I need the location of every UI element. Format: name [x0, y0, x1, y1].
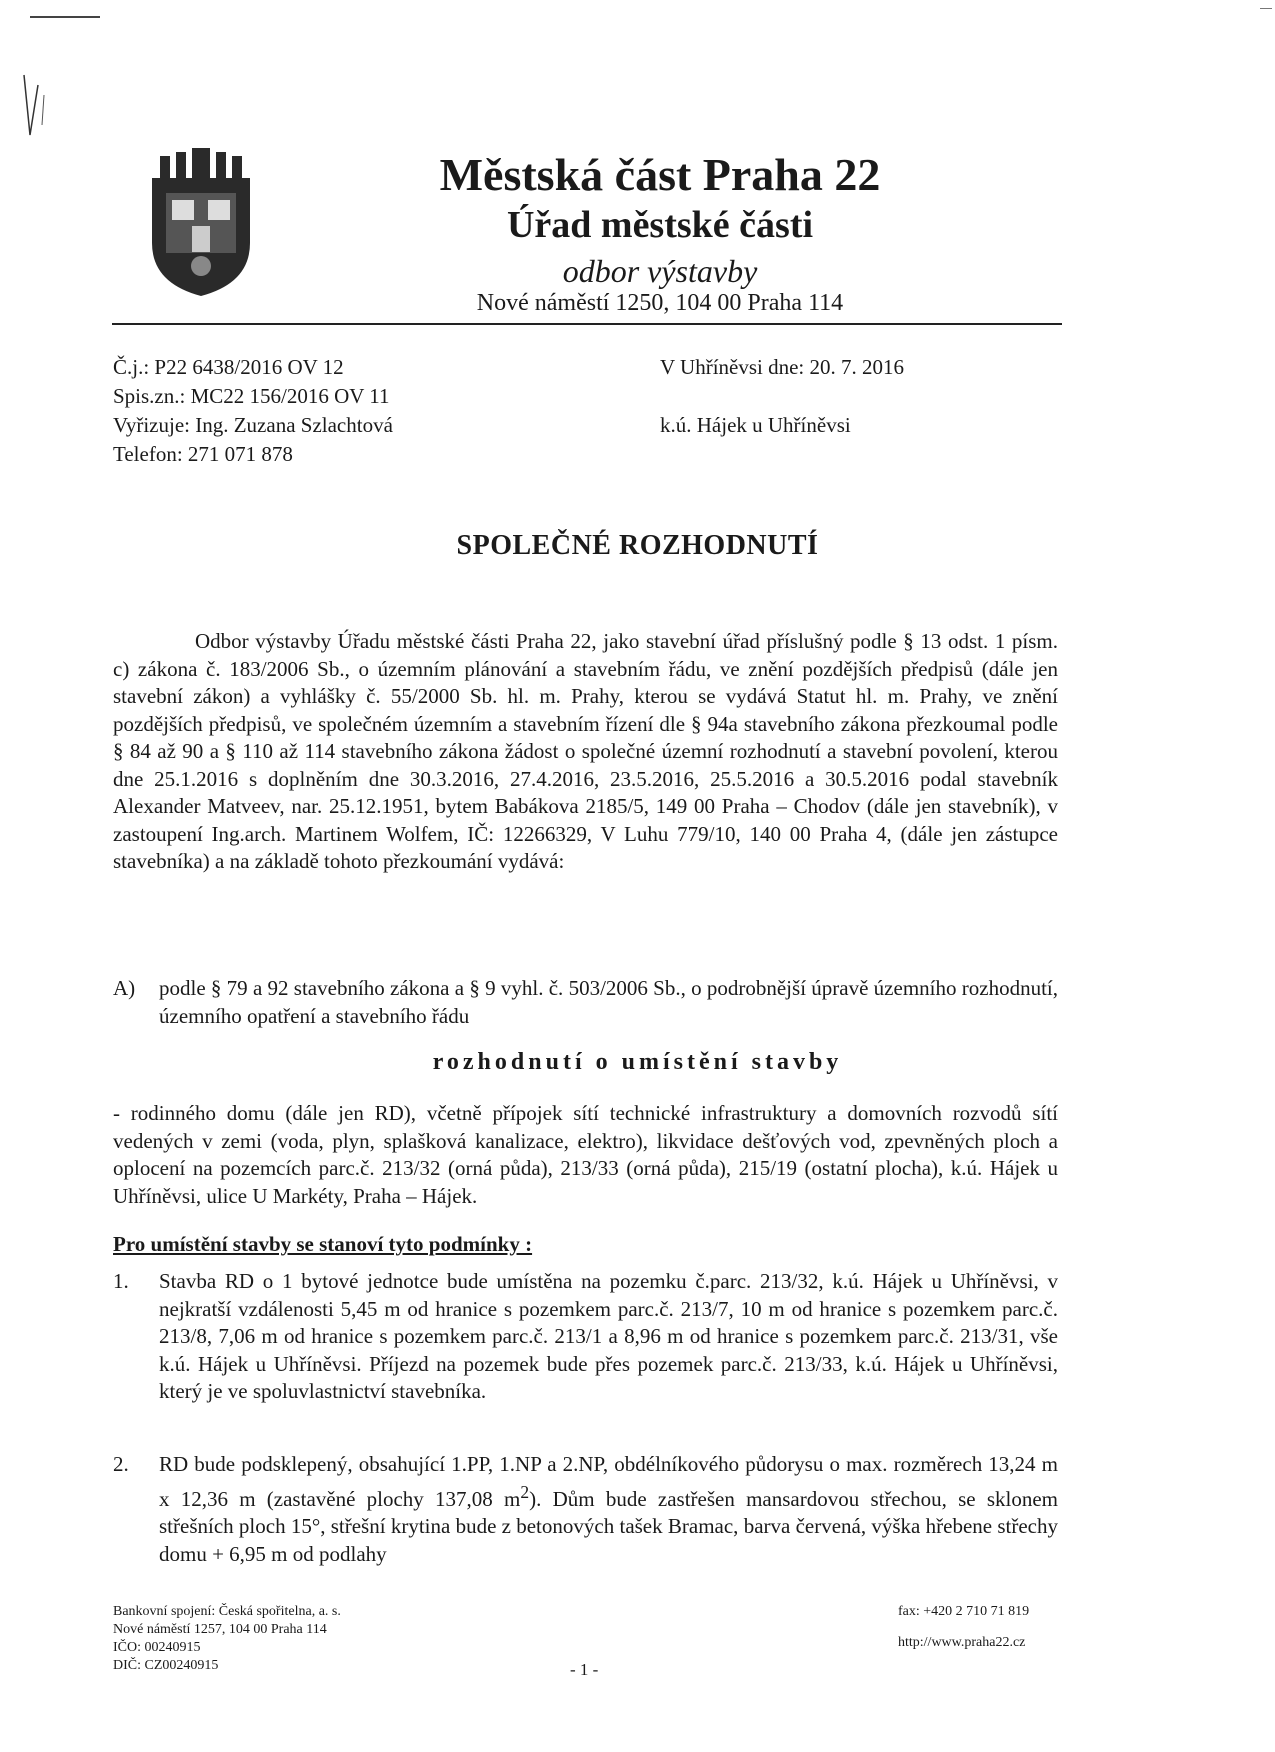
- footer-contact: [898, 1603, 1029, 1652]
- intro-paragraph: Odbor výstavby Úřadu městské části Praha 22, jako stavební úřad příslušný podle § 13 odst. 1 písm. c) zákona č. 183/2006 Sb., o územním plánování a stavebním řádu, ve znění pozdějších předpisů (dále jen stavební zákon) a vyhlášky č. 55/2000 Sb. hl. m. Prahy, kterou se vydává Statut hl. m. Prahy, ve znění pozdějších předpisů, ve společném územním a stavebním řízení dle § 94a stavebního zákona přezkoumal podle § 84 až 90 a § 110 až 114 stavebního zákona žádost o společné územní rozhodnutí a stavební povolení, kterou dne 25.1.2016 s doplněním dne 30.3.2016, 27.4.2016, 23.5.2016, 25.5.2016 a 30.5.2016 podal stavebník Alexander Matveev, nar. 25.12.1951, bytem Babákova 2185/5, 149 00 Praha – Chodov (dále jen stavebník), v zastoupení Ing.arch. Martinem Wolfem, IČ: 12266329, V Luhu 779/10, 140 00 Praha 4, (dále jen zástupce stavebníka) a na základě tohoto přezkoumání vydává:: [113, 629, 1058, 873]
- section-a-label: A): [113, 976, 136, 1000]
- handwritten-check-mark: [20, 55, 50, 145]
- superscript: 2: [520, 1481, 530, 1502]
- condition-text-part: RD bude podsklepený, obsahující 1.PP, 1.NP a 2.NP, obdélníkového půdorysu o max. rozměrech 13,24 m x 12,36 m (zastavěné plochy 137,08 m: [159, 1452, 1058, 1511]
- file-number: Spis.zn.: MC22 156/2016 OV 11: [113, 384, 390, 408]
- cadastral-area: k.ú. Hájek u Uhříněvsi: [660, 413, 851, 437]
- document-title: SPOLEČNÉ ROZHODNUTÍ: [456, 530, 819, 561]
- office-address: Nové náměstí 1250, 104 00 Praha 114: [476, 290, 844, 316]
- section-a-text: podle § 79 a 92 stavebního zákona a § 9 vyhl. č. 503/2006 Sb., o podrobnější úpravě územního rozhodnutí, územního opatření a stavebního řádu: [159, 976, 1058, 1028]
- reference-number: Č.j.: P22 6438/2016 OV 12: [113, 355, 344, 379]
- condition-number: 1.: [113, 1269, 129, 1293]
- document-date: V Uhříněvsi dne: 20. 7. 2016: [660, 355, 905, 379]
- section-a: [113, 974, 1058, 1030]
- handled-by: Vyřizuje: Ing. Zuzana Szlachtová: [113, 413, 393, 437]
- condition-number: 2.: [113, 1452, 129, 1476]
- footer-fax: fax: +420 2 710 71 819: [898, 1604, 1030, 1619]
- reference-block: [113, 353, 393, 469]
- condition-text-part: ). Dům bude zastřešen mansardovou střechou, se sklonem střešních ploch 15°, střešní krytina bude z betonových tašek Bramac, barva červená, výška hřebene střechy domu + 6,95 m od podlahy: [159, 1486, 1058, 1566]
- footer-bank: Bankovní spojení: Česká spořitelna, a. s.: [113, 1604, 341, 1619]
- date-block: [660, 353, 904, 440]
- placement-paragraph: - rodinného domu (dále jen RD), včetně přípojek sítí technické infrastruktury a domovních rozvodů sítí vedených v zemi (voda, plyn, splašková kanalizace, elektro), likvidace dešťových vod, zpevněných ploch a oplocení na pozemcích parc.č. 213/32 (orná půda), 213/33 (orná půda), 215/19 (ostatní plocha), k.ú. Hájek u Uhříněvsi, ulice U Markéty, Praha – Hájek.: [113, 1101, 1058, 1208]
- office-name: Úřad městské části: [506, 204, 814, 246]
- footer-url: http://www.praha22.cz: [898, 1635, 1026, 1650]
- condition-item: [113, 1268, 1058, 1406]
- phone-number: Telefon: 271 071 878: [113, 442, 293, 466]
- page-number: - 1 -: [570, 1660, 599, 1679]
- condition-text: [159, 1451, 1058, 1568]
- footer-bank-info: [113, 1603, 341, 1675]
- decision-heading: rozhodnutí o umístění stavby: [432, 1049, 843, 1075]
- header-divider: [112, 323, 1062, 325]
- scan-mark-line: [30, 16, 100, 18]
- footer-address: Nové náměstí 1257, 104 00 Praha 114: [113, 1622, 327, 1637]
- department-name: odbor výstavby: [562, 253, 758, 289]
- condition-item: [113, 1451, 1058, 1568]
- footer-dic: DIČ: CZ00240915: [113, 1658, 219, 1673]
- municipality-name: Městská část Praha 22: [439, 149, 881, 200]
- footer-ico: IČO: 00240915: [113, 1640, 201, 1655]
- condition-text: Stavba RD o 1 bytové jednotce bude umístěna na pozemku č.parc. 213/32, k.ú. Hájek u Uhříněvsi, v nejkratší vzdálenosti 5,45 m od hranice s pozemkem parc.č. 213/7, 10 m od hranice s pozemkem parc.č. 213/8, 7,06 m od hranice s pozemkem parc.č. 213/1 a 8,96 m od hranice s pozemkem parc.č. 213/31, vše k.ú. Hájek u Uhříněvsi. Příjezd na pozemek bude přes pozemek parc.č. 213/33, k.ú. Hájek u Uhříněvsi, který je ve spoluvlastnictví stavebníka.: [159, 1269, 1058, 1403]
- scan-mark-right: [1260, 8, 1272, 9]
- conditions-title: Pro umístění stavby se stanoví tyto podmínky :: [113, 1232, 533, 1256]
- coat-of-arms-logo: [142, 148, 260, 298]
